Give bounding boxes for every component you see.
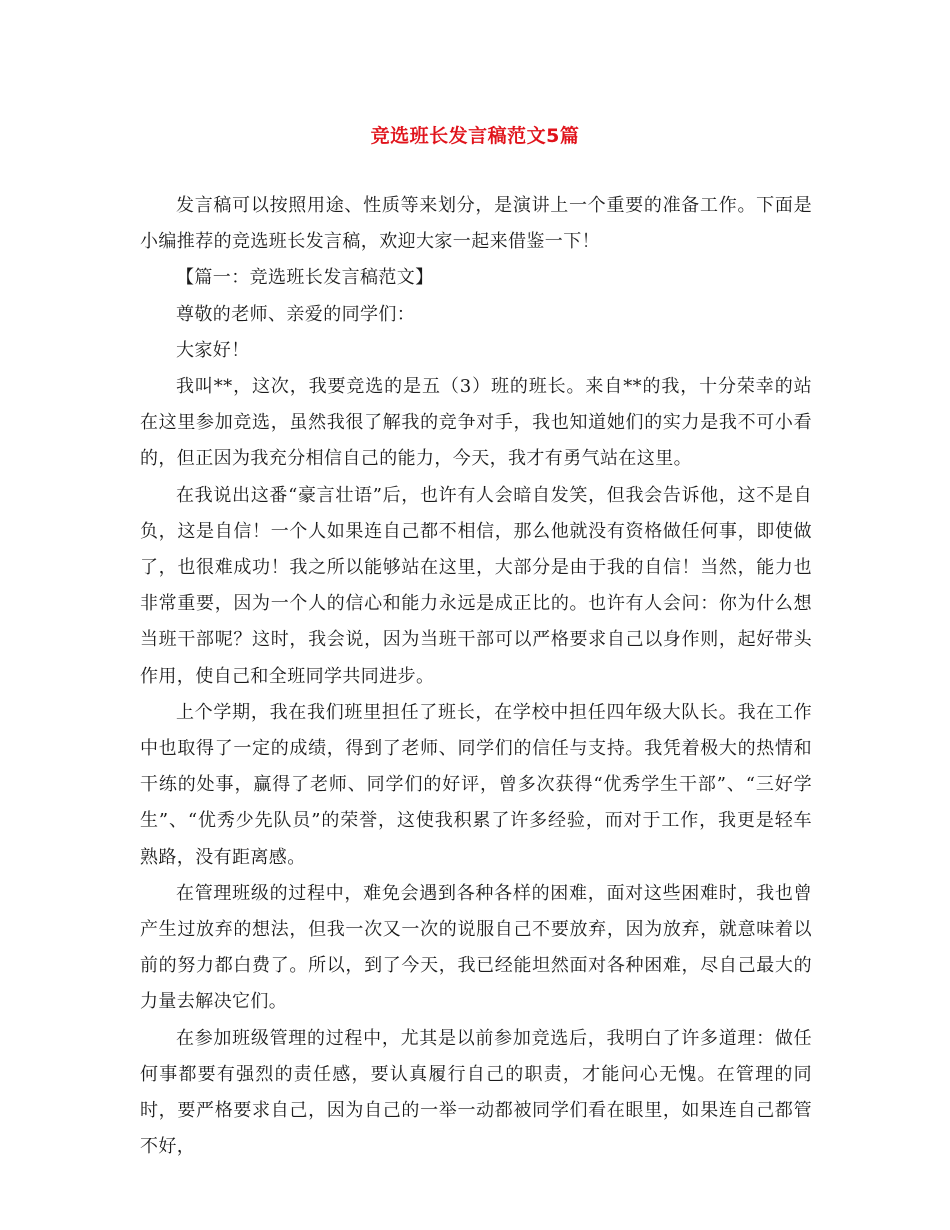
- paragraph-experience: 上个学期，我在我们班里担任了班长，在学校中担任四年级大队长。我在工作中也取得了一定的成绩，得到了老师、同学们的信任与支持。我凭着极大的热情和干练的处事，赢得了老师、同学们的好评，曾多次获得“优秀学生干部”、“三好学生”、“优秀少先队员”的荣誉，这使我积累了许多经验，而对于工作，我更是轻车熟路，没有距离感。: [140, 701, 812, 868]
- document-body: [140, 188, 812, 1165]
- salutation: 尊敬的老师、亲爱的同学们：: [176, 303, 416, 325]
- section-heading: 【篇一：竞选班长发言稿范文】: [176, 267, 434, 289]
- document-title: 竞选班长发言稿范文5篇: [370, 125, 580, 147]
- paragraph-self-intro: 我叫**，这次，我要竞选的是五（3）班的班长。来自**的我，十分荣幸的站在这里参加竞选，虽然我很了解我的竞争对手，我也知道她们的实力是我不可小看的，但正因为我充分相信自己的能力，今天，我才有勇气站在这里。: [140, 376, 812, 470]
- paragraph-intro: 发言稿可以按照用途、性质等来划分，是演讲上一个重要的准备工作。下面是小编推荐的竞选班长发言稿，欢迎大家一起来借鉴一下！: [140, 195, 812, 253]
- paragraph-confidence: 在我说出这番“豪言壮语”后，也许有人会暗自发笑，但我会告诉他，这不是自负，这是自信！一个人如果连自己都不相信，那么他就没有资格做任何事，即使做了，也很难成功！我之所以能够站在这里，大部分是由于我的自信！当然，能力也非常重要，因为一个人的信心和能力永远是成正比的。也许有人会问：你为什么想当班干部呢？这时，我会说，因为当班干部可以严格要求自己以身作则，起好带头作用，使自己和全班同学共同进步。: [140, 484, 812, 687]
- paragraph-lessons: 在参加班级管理的过程中，尤其是以前参加竞选后，我明白了许多道理：做任何事都要有强烈的责任感，要认真履行自己的职责，才能问心无愧。在管理的同时，要严格要求自己，因为自己的一举一动都被同学们看在眼里，如果连自己都管不好，: [140, 1027, 812, 1158]
- greeting: 大家好！: [176, 339, 250, 361]
- paragraph-difficulties: 在管理班级的过程中，难免会遇到各种各样的困难，面对这些困难时，我也曾产生过放弃的想法，但我一次又一次的说服自己不要放弃，因为放弃，就意味着以前的努力都白费了。所以，到了今天，我已经能坦然面对各种困难，尽自己最大的力量去解决它们。: [140, 882, 812, 1013]
